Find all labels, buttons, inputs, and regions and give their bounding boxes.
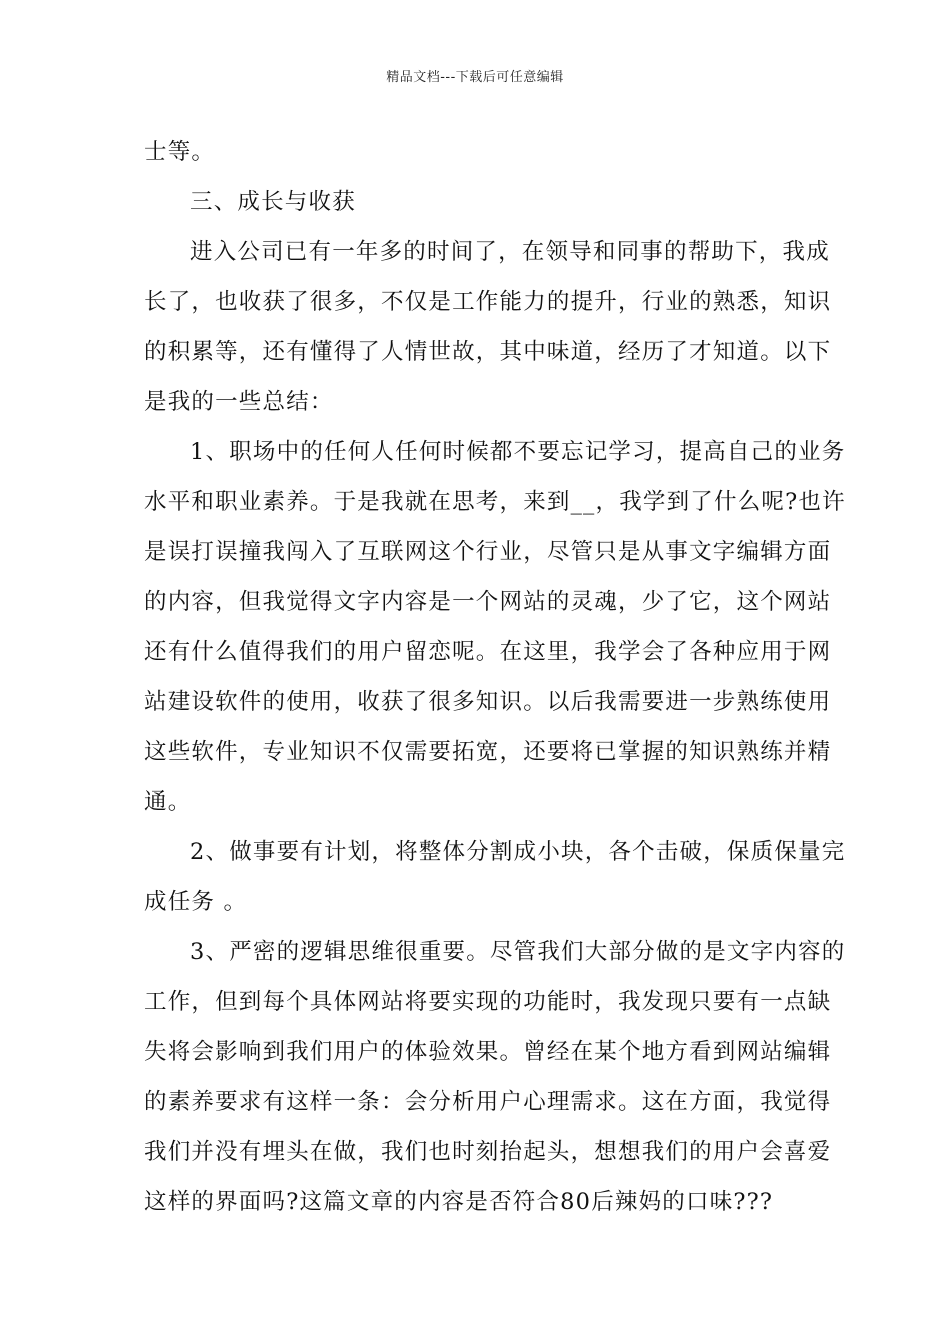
text-line: 还有什么值得我们的用户留恋呢。在这里，我学会了各种应用于网: [144, 639, 832, 665]
text-line: 的素养要求有这样一条：会分析用户心理需求。这在方面，我觉得: [144, 1089, 832, 1115]
page-header: 精品文档---下载后可任意编辑: [386, 70, 564, 85]
section-heading: 三、成长与收获: [190, 189, 356, 215]
text-line: 工作，但到每个具体网站将要实现的功能时，我发现只要有一点缺: [144, 989, 832, 1015]
text-line: 士等。: [144, 139, 216, 165]
text-line: 3、严密的逻辑思维很重要。尽管我们大部分做的是文字内容的: [190, 939, 846, 965]
text-line: 站建设软件的使用，收获了很多知识。以后我需要进一步熟练使用: [144, 689, 832, 715]
text-line: 进入公司已有一年多的时间了，在领导和同事的帮助下，我成: [190, 239, 830, 265]
text-line: 2、做事要有计划，将整体分割成小块，各个击破，保质保量完: [190, 839, 846, 865]
text-line: 的积累等，还有懂得了人情世故，其中味道，经历了才知道。以下: [144, 339, 832, 365]
text-line: 是我的一些总结：: [144, 389, 334, 415]
text-line: 这样的界面吗?这篇文章的内容是否符合80后辣妈的口味???: [144, 1189, 774, 1215]
text-line: 水平和职业素养。于是我就在思考，来到__，我学到了什么呢?也许: [144, 489, 846, 515]
text-line: 的内容，但我觉得文字内容是一个网站的灵魂，少了它，这个网站: [144, 589, 832, 615]
text-line: 长了，也收获了很多，不仅是工作能力的提升，行业的熟悉，知识: [144, 289, 832, 315]
text-line: 这些软件，专业知识不仅需要拓宽，还要将已掌握的知识熟练并精: [144, 739, 832, 765]
text-line: 通。: [144, 789, 192, 815]
text-line: 1、职场中的任何人任何时候都不要忘记学习，提高自己的业务: [190, 439, 846, 465]
text-line: 成任务 。: [144, 889, 248, 915]
text-line: 是误打误撞我闯入了互联网这个行业，尽管只是从事文字编辑方面: [144, 539, 832, 565]
document-body: [144, 127, 846, 1227]
text-line: 我们并没有埋头在做，我们也时刻抬起头，想想我们的用户会喜爱: [144, 1139, 832, 1165]
text-line: 失将会影响到我们用户的体验效果。曾经在某个地方看到网站编辑: [144, 1039, 832, 1065]
